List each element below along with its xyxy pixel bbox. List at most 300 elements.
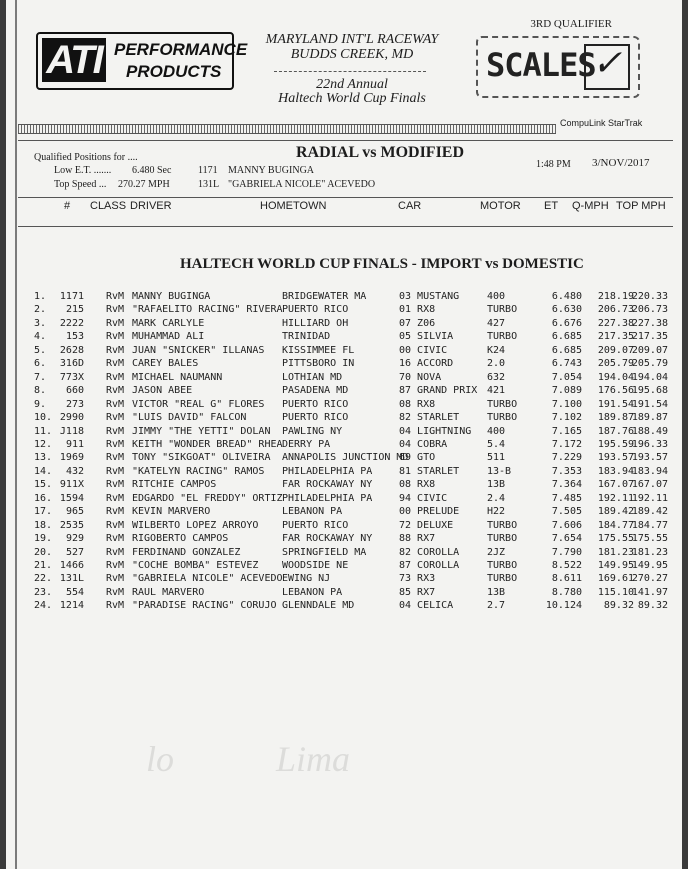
- column-header-et: ET: [544, 200, 559, 212]
- row-motor: K24: [487, 344, 506, 356]
- row-class: RvM: [106, 371, 125, 383]
- qualified-label: Qualified Positions for ....: [34, 152, 138, 163]
- row-motor: 13B: [487, 479, 506, 491]
- row-hometown: PHILADELPHIA PA: [282, 492, 373, 504]
- table-row: [34, 465, 674, 479]
- row-driver: "RAFAELITO RACING" RIVERA: [132, 304, 283, 316]
- row-q-mph: 169.61: [597, 573, 634, 585]
- row-car-number: 316D: [59, 358, 84, 370]
- row-car: 04 COBRA: [399, 438, 448, 450]
- row-top-mph: 167.07: [631, 479, 668, 491]
- row-driver: KEVIN MARVERO: [132, 506, 211, 518]
- row-hometown: SPRINGFIELD MA: [282, 546, 367, 558]
- top-speed-driver: "GABRIELA NICOLE" ACEVEDO: [228, 179, 376, 190]
- row-car: 82 COROLLA: [399, 546, 460, 558]
- row-et: 7.606: [551, 519, 582, 531]
- table-row: [34, 559, 674, 573]
- row-car: 08 RX8: [399, 479, 436, 491]
- row-car-number: 527: [65, 546, 84, 558]
- row-q-mph: 218.19: [597, 291, 634, 302]
- row-motor: 632: [487, 371, 506, 383]
- row-q-mph: 167.07: [597, 479, 634, 491]
- row-car: 72 DELUXE: [399, 519, 454, 531]
- row-position: 9.: [34, 398, 47, 410]
- row-position: 5.: [34, 344, 47, 356]
- row-driver: MANNY BUGINGA: [132, 291, 211, 302]
- row-motor: 421: [487, 385, 506, 397]
- row-car: 70 NOVA: [399, 371, 442, 383]
- table-row: [34, 290, 674, 304]
- row-top-mph: 191.54: [631, 398, 668, 410]
- venue-divider: [274, 71, 426, 72]
- table-row: [34, 519, 674, 533]
- column-header-qmph: Q-MPH: [572, 200, 609, 212]
- row-position: 15.: [34, 479, 53, 491]
- low-et-driver: MANNY BUGINGA: [228, 165, 315, 176]
- event-name: Haltech World Cup Finals: [278, 91, 426, 106]
- row-car-number: 660: [65, 385, 84, 397]
- row-driver: "COCHE BOMBA" ESTEVEZ: [132, 560, 259, 571]
- row-motor: TURBO: [487, 304, 518, 316]
- row-car-number: 1214: [59, 600, 84, 612]
- table-row: [34, 546, 674, 560]
- table-row: [34, 317, 674, 331]
- row-et: 7.485: [551, 492, 582, 504]
- row-class: RvM: [106, 425, 125, 437]
- row-car-number: 2628: [59, 344, 84, 356]
- row-hometown: BRIDGEWATER MA: [282, 291, 367, 302]
- header-rule-bottom: [18, 226, 673, 227]
- row-motor: TURBO: [487, 560, 518, 571]
- row-class: RvM: [106, 519, 125, 531]
- table-row: [34, 330, 674, 344]
- row-hometown: PASADENA MD: [282, 385, 349, 397]
- row-position: 11.: [34, 425, 53, 437]
- row-hometown: PHILADELPHIA PA: [282, 465, 373, 477]
- row-q-mph: 209.07: [597, 344, 634, 356]
- row-car-number: 215: [65, 304, 84, 316]
- row-class: RvM: [106, 317, 125, 329]
- row-q-mph: 217.35: [597, 331, 634, 343]
- row-motor: TURBO: [487, 412, 518, 424]
- row-car: 03 MUSTANG: [399, 291, 460, 302]
- row-motor: 400: [487, 425, 506, 437]
- row-hometown: PUERTO RICO: [282, 412, 349, 424]
- row-car: 16 ACCORD: [399, 358, 454, 370]
- header-rule-middle: [18, 197, 673, 198]
- row-driver: EDGARDO "EL FREDDY" ORTIZ: [132, 492, 283, 504]
- row-et: 7.790: [551, 546, 582, 558]
- row-hometown: WOODSIDE NE: [282, 560, 349, 571]
- row-top-mph: 195.68: [631, 385, 668, 397]
- row-hometown: EWING NJ: [282, 573, 331, 585]
- row-car-number: 554: [65, 586, 84, 598]
- row-hometown: PUERTO RICO: [282, 398, 349, 410]
- table-row: [34, 438, 674, 452]
- row-q-mph: 194.04: [597, 371, 634, 383]
- row-class: RvM: [106, 385, 125, 397]
- table-row: [34, 371, 674, 385]
- event-edition: 22nd Annual: [316, 77, 388, 92]
- table-row: [34, 411, 674, 425]
- row-class: RvM: [106, 331, 125, 343]
- row-car: 87 COROLLA: [399, 560, 460, 571]
- scales-stamp: [476, 36, 640, 98]
- row-motor: 13B: [487, 586, 506, 598]
- row-position: 4.: [34, 331, 47, 343]
- row-car-number: 2990: [59, 412, 84, 424]
- row-car-number: 929: [65, 533, 84, 545]
- row-et: 7.102: [551, 412, 582, 424]
- row-car: 82 STARLET: [399, 412, 460, 424]
- row-et: 6.743: [551, 358, 582, 370]
- row-q-mph: 115.10: [597, 586, 634, 598]
- row-et: 7.089: [551, 385, 582, 397]
- row-position: 2.: [34, 304, 47, 316]
- row-et: 7.054: [551, 371, 582, 383]
- column-header-top-mph: TOP MPH: [616, 200, 666, 212]
- row-driver: VICTOR "REAL G" FLORES: [132, 398, 265, 410]
- table-row: [34, 303, 674, 317]
- row-motor: TURBO: [487, 573, 518, 585]
- row-top-mph: 189.87: [631, 412, 668, 424]
- row-car-number: 1171: [59, 291, 84, 302]
- row-position: 13.: [34, 452, 53, 464]
- row-position: 16.: [34, 492, 53, 504]
- row-q-mph: 175.55: [597, 533, 634, 545]
- row-hometown: GLENNDALE MD: [282, 600, 355, 612]
- row-et: 7.505: [551, 506, 582, 518]
- logo-line-2: PRODUCTS: [126, 62, 222, 81]
- row-position: 3.: [34, 317, 47, 329]
- row-class: RvM: [106, 412, 125, 424]
- row-motor: TURBO: [487, 331, 518, 343]
- row-car: 00 CIVIC: [399, 344, 448, 356]
- row-class: RvM: [106, 506, 125, 518]
- row-et: 6.676: [551, 317, 582, 329]
- row-position: 8.: [34, 385, 47, 397]
- row-driver: "KATELYN RACING" RAMOS: [132, 465, 265, 477]
- row-hometown: KISSIMMEE FL: [282, 344, 355, 356]
- header-rule-top: [18, 140, 673, 141]
- table-row: [34, 532, 674, 546]
- row-class: RvM: [106, 304, 125, 316]
- row-motor: 5.4: [487, 438, 506, 450]
- table-row: [34, 384, 674, 398]
- row-q-mph: 183.94: [597, 465, 634, 477]
- row-car: 85 RX7: [399, 586, 436, 598]
- row-driver: JUAN "SNICKER" ILLANAS: [132, 344, 265, 356]
- row-hometown: FAR ROCKAWAY NY: [282, 533, 373, 545]
- header-dot-bar: [18, 124, 556, 134]
- row-car-number: 2535: [59, 519, 84, 531]
- faint-handwriting: lo: [146, 739, 175, 779]
- row-top-mph: 209.07: [631, 344, 668, 356]
- row-q-mph: 206.73: [597, 304, 634, 316]
- row-car: 69 GTO: [399, 452, 436, 464]
- row-et: 7.654: [551, 533, 582, 545]
- row-motor: 2.4: [487, 492, 506, 504]
- row-position: 20.: [34, 546, 53, 558]
- row-car: 87 GRAND PRIX: [399, 385, 478, 397]
- column-header-hometown: HOMETOWN: [260, 200, 327, 212]
- row-class: RvM: [106, 546, 125, 558]
- row-et: 6.685: [551, 331, 582, 343]
- row-q-mph: 184.77: [597, 519, 634, 531]
- faint-handwriting-2: Lima: [276, 739, 351, 779]
- row-q-mph: 195.59: [597, 438, 634, 450]
- row-q-mph: 89.32: [603, 600, 634, 612]
- row-car-number: J118: [59, 425, 84, 437]
- row-top-mph: 194.04: [631, 371, 668, 383]
- row-position: 7.: [34, 371, 47, 383]
- low-et-label: Low E.T. .......: [54, 165, 112, 176]
- table-row: [34, 398, 674, 412]
- row-top-mph: 196.33: [631, 438, 668, 450]
- row-hometown: FAR ROCKAWAY NY: [282, 479, 373, 491]
- row-position: 22.: [34, 573, 53, 585]
- row-car: 01 RX8: [399, 304, 436, 316]
- row-top-mph: 141.97: [631, 586, 668, 598]
- venue-location: BUDDS CREEK, MD: [290, 47, 414, 62]
- row-driver: RAUL MARVERO: [132, 586, 205, 598]
- row-car-number: 153: [65, 331, 84, 343]
- row-hometown: LOTHIAN MD: [282, 371, 343, 383]
- row-car: 04 LIGHTNING: [399, 425, 472, 437]
- row-class: RvM: [106, 358, 125, 370]
- row-car: 88 RX7: [399, 533, 436, 545]
- row-et: 6.480: [551, 291, 582, 302]
- table-row: [34, 586, 674, 600]
- row-top-mph: 149.95: [631, 560, 668, 571]
- row-q-mph: 205.79: [597, 358, 634, 370]
- row-et: 6.685: [551, 344, 582, 356]
- row-car: 04 CELICA: [399, 600, 454, 612]
- row-hometown: DERRY PA: [282, 438, 331, 450]
- row-driver: "LUIS DAVID" FALCON: [132, 412, 247, 424]
- row-car: 81 STARLET: [399, 465, 460, 477]
- row-et: 7.229: [551, 452, 582, 464]
- row-motor: 2JZ: [487, 546, 506, 558]
- row-et: 8.522: [551, 560, 582, 571]
- row-hometown: PUERTO RICO: [282, 304, 349, 316]
- row-motor: 2.0: [487, 358, 506, 370]
- column-header-car: CAR: [398, 200, 422, 212]
- row-car-number: 432: [65, 465, 84, 477]
- row-top-mph: 205.79: [631, 358, 668, 370]
- row-top-mph: 193.57: [631, 452, 668, 464]
- row-class: RvM: [106, 479, 125, 491]
- row-position: 17.: [34, 506, 53, 518]
- row-position: 12.: [34, 438, 53, 450]
- table-row: [34, 357, 674, 371]
- column-header-motor: MOTOR: [480, 200, 521, 212]
- row-driver: WILBERTO LOPEZ ARROYO: [132, 519, 259, 531]
- row-car-number: 1466: [59, 560, 84, 571]
- row-car-number: 965: [65, 506, 84, 518]
- row-top-mph: 175.55: [631, 533, 668, 545]
- row-top-mph: 188.49: [631, 425, 668, 437]
- row-hometown: ANNAPOLIS JUNCTION MD: [282, 452, 409, 464]
- row-car-number: 911X: [59, 479, 84, 491]
- low-et-value: 6.480 Sec: [132, 165, 172, 176]
- row-hometown: HILLIARD OH: [282, 317, 349, 329]
- scales-stamp-text: SCALES: [486, 46, 596, 84]
- scales-check-box: [584, 44, 630, 90]
- row-motor: H22: [487, 506, 506, 518]
- row-q-mph: 227.38: [597, 317, 634, 329]
- row-et: 7.172: [551, 438, 582, 450]
- row-motor: 13-B: [487, 465, 512, 477]
- row-motor: 400: [487, 291, 506, 302]
- row-driver: KEITH "WONDER BREAD" RHEA: [132, 438, 283, 450]
- row-driver: FERDINAND GONZALEZ: [132, 546, 241, 558]
- row-q-mph: 189.42: [597, 506, 634, 518]
- row-et: 6.630: [551, 304, 582, 316]
- row-car-number: 911: [65, 438, 84, 450]
- row-q-mph: 192.11: [597, 492, 634, 504]
- row-car-number: 2222: [59, 317, 84, 329]
- row-q-mph: 149.95: [597, 560, 634, 571]
- row-class: RvM: [106, 533, 125, 545]
- row-hometown: PAWLING NY: [282, 425, 343, 437]
- table-row: [34, 344, 674, 358]
- row-class: RvM: [106, 586, 125, 598]
- top-speed-car: 131L: [198, 179, 220, 190]
- row-q-mph: 189.87: [597, 412, 634, 424]
- row-class: RvM: [106, 344, 125, 356]
- row-top-mph: 189.42: [631, 506, 668, 518]
- table-row: [34, 451, 674, 465]
- row-driver: JASON ABEE: [132, 385, 193, 397]
- ati-logo: [36, 32, 248, 90]
- row-driver: TONY "SIKGOAT" OLIVEIRA: [132, 452, 271, 464]
- row-driver: RIGOBERTO CAMPOS: [132, 533, 229, 545]
- row-hometown: LEBANON PA: [282, 586, 343, 598]
- row-motor: TURBO: [487, 519, 518, 531]
- row-top-mph: 227.38: [631, 317, 668, 329]
- row-car-number: 773X: [59, 371, 84, 383]
- event-title: HALTECH WORLD CUP FINALS - IMPORT vs DOMESTIC: [180, 256, 584, 272]
- row-class: RvM: [106, 398, 125, 410]
- row-car-number: 273: [65, 398, 84, 410]
- row-car-number: 1594: [59, 492, 84, 504]
- row-driver: RITCHIE CAMPOS: [132, 479, 217, 491]
- table-row: [34, 492, 674, 506]
- row-class: RvM: [106, 600, 125, 612]
- row-driver: JIMMY "THE YETTI" DOLAN: [132, 425, 271, 437]
- column-header-num: #: [64, 200, 71, 212]
- row-position: 14.: [34, 465, 53, 477]
- row-top-mph: 217.35: [631, 331, 668, 343]
- row-hometown: PITTSBORO IN: [282, 358, 355, 370]
- report-time: 1:48 PM: [536, 159, 571, 170]
- row-driver: MUHAMMAD ALI: [132, 331, 205, 343]
- row-driver: CAREY BALES: [132, 358, 199, 370]
- row-motor: TURBO: [487, 398, 518, 410]
- row-et: 7.364: [551, 479, 582, 491]
- top-speed-label: Top Speed ...: [54, 179, 107, 190]
- row-q-mph: 176.56: [597, 385, 634, 397]
- row-top-mph: 270.27: [631, 573, 668, 585]
- row-position: 18.: [34, 519, 53, 531]
- table-row: [34, 572, 674, 586]
- row-class: RvM: [106, 438, 125, 450]
- table-row: [34, 425, 674, 439]
- row-position: 24.: [34, 600, 53, 612]
- row-top-mph: 89.32: [637, 600, 668, 612]
- row-et: 7.353: [551, 465, 582, 477]
- row-top-mph: 183.94: [631, 465, 668, 477]
- row-car: 00 PRELUDE: [399, 506, 460, 518]
- row-hometown: LEBANON PA: [282, 506, 343, 518]
- table-row: [34, 478, 674, 492]
- low-et-car: 1171: [198, 165, 218, 176]
- row-driver: MICHAEL NAUMANN: [132, 371, 223, 383]
- row-position: 10.: [34, 412, 53, 424]
- class-title: RADIAL vs MODIFIED: [296, 144, 465, 161]
- row-class: RvM: [106, 573, 125, 585]
- row-et: 7.165: [551, 425, 582, 437]
- row-top-mph: 220.33: [631, 291, 668, 302]
- row-top-mph: 181.23: [631, 546, 668, 558]
- logo-mark: ATI: [42, 38, 106, 82]
- row-q-mph: 191.54: [597, 398, 634, 410]
- row-q-mph: 181.23: [597, 546, 634, 558]
- row-motor: TURBO: [487, 533, 518, 545]
- row-position: 1.: [34, 291, 47, 302]
- row-et: 8.611: [551, 573, 582, 585]
- row-car: 73 RX3: [399, 573, 436, 585]
- row-motor: 427: [487, 317, 506, 329]
- row-motor: 511: [487, 452, 506, 464]
- venue-name: MARYLAND INT'L RACEWAY: [265, 32, 439, 47]
- row-et: 7.100: [551, 398, 582, 410]
- row-class: RvM: [106, 452, 125, 464]
- logo-line-1: PERFORMANCE: [114, 40, 248, 59]
- row-car: 08 RX8: [399, 398, 436, 410]
- row-car: 07 Z06: [399, 317, 436, 329]
- row-car-number: 131L: [59, 573, 84, 585]
- row-car: 05 SILVIA: [399, 331, 454, 343]
- row-class: RvM: [106, 492, 125, 504]
- row-et: 10.124: [545, 600, 582, 612]
- row-class: RvM: [106, 291, 125, 302]
- row-class: RvM: [106, 465, 125, 477]
- row-driver: "GABRIELA NICOLE" ACEVEDO: [132, 573, 283, 585]
- row-top-mph: 206.73: [631, 304, 668, 316]
- table-row: [34, 599, 674, 613]
- timing-system: CompuLink StarTrak: [560, 118, 643, 128]
- left-margin-rule: [15, 0, 17, 869]
- table-row: [34, 505, 674, 519]
- check-mark-icon: ✓: [592, 43, 623, 83]
- row-motor: 2.7: [487, 600, 506, 612]
- column-header-class: CLASS: [90, 200, 127, 212]
- row-et: 8.780: [551, 586, 582, 598]
- report-date: 3/NOV/2017: [592, 157, 650, 169]
- column-header-driver: DRIVER: [130, 200, 172, 212]
- row-top-mph: 192.11: [631, 492, 668, 504]
- row-position: 19.: [34, 533, 53, 545]
- row-position: 23.: [34, 586, 53, 598]
- row-hometown: PUERTO RICO: [282, 519, 349, 531]
- qualifier-label: 3RD QUALIFIER: [530, 18, 612, 30]
- results-sheet: [6, 0, 682, 869]
- row-class: RvM: [106, 560, 125, 571]
- row-position: 6.: [34, 358, 47, 370]
- row-car-number: 1969: [59, 452, 84, 464]
